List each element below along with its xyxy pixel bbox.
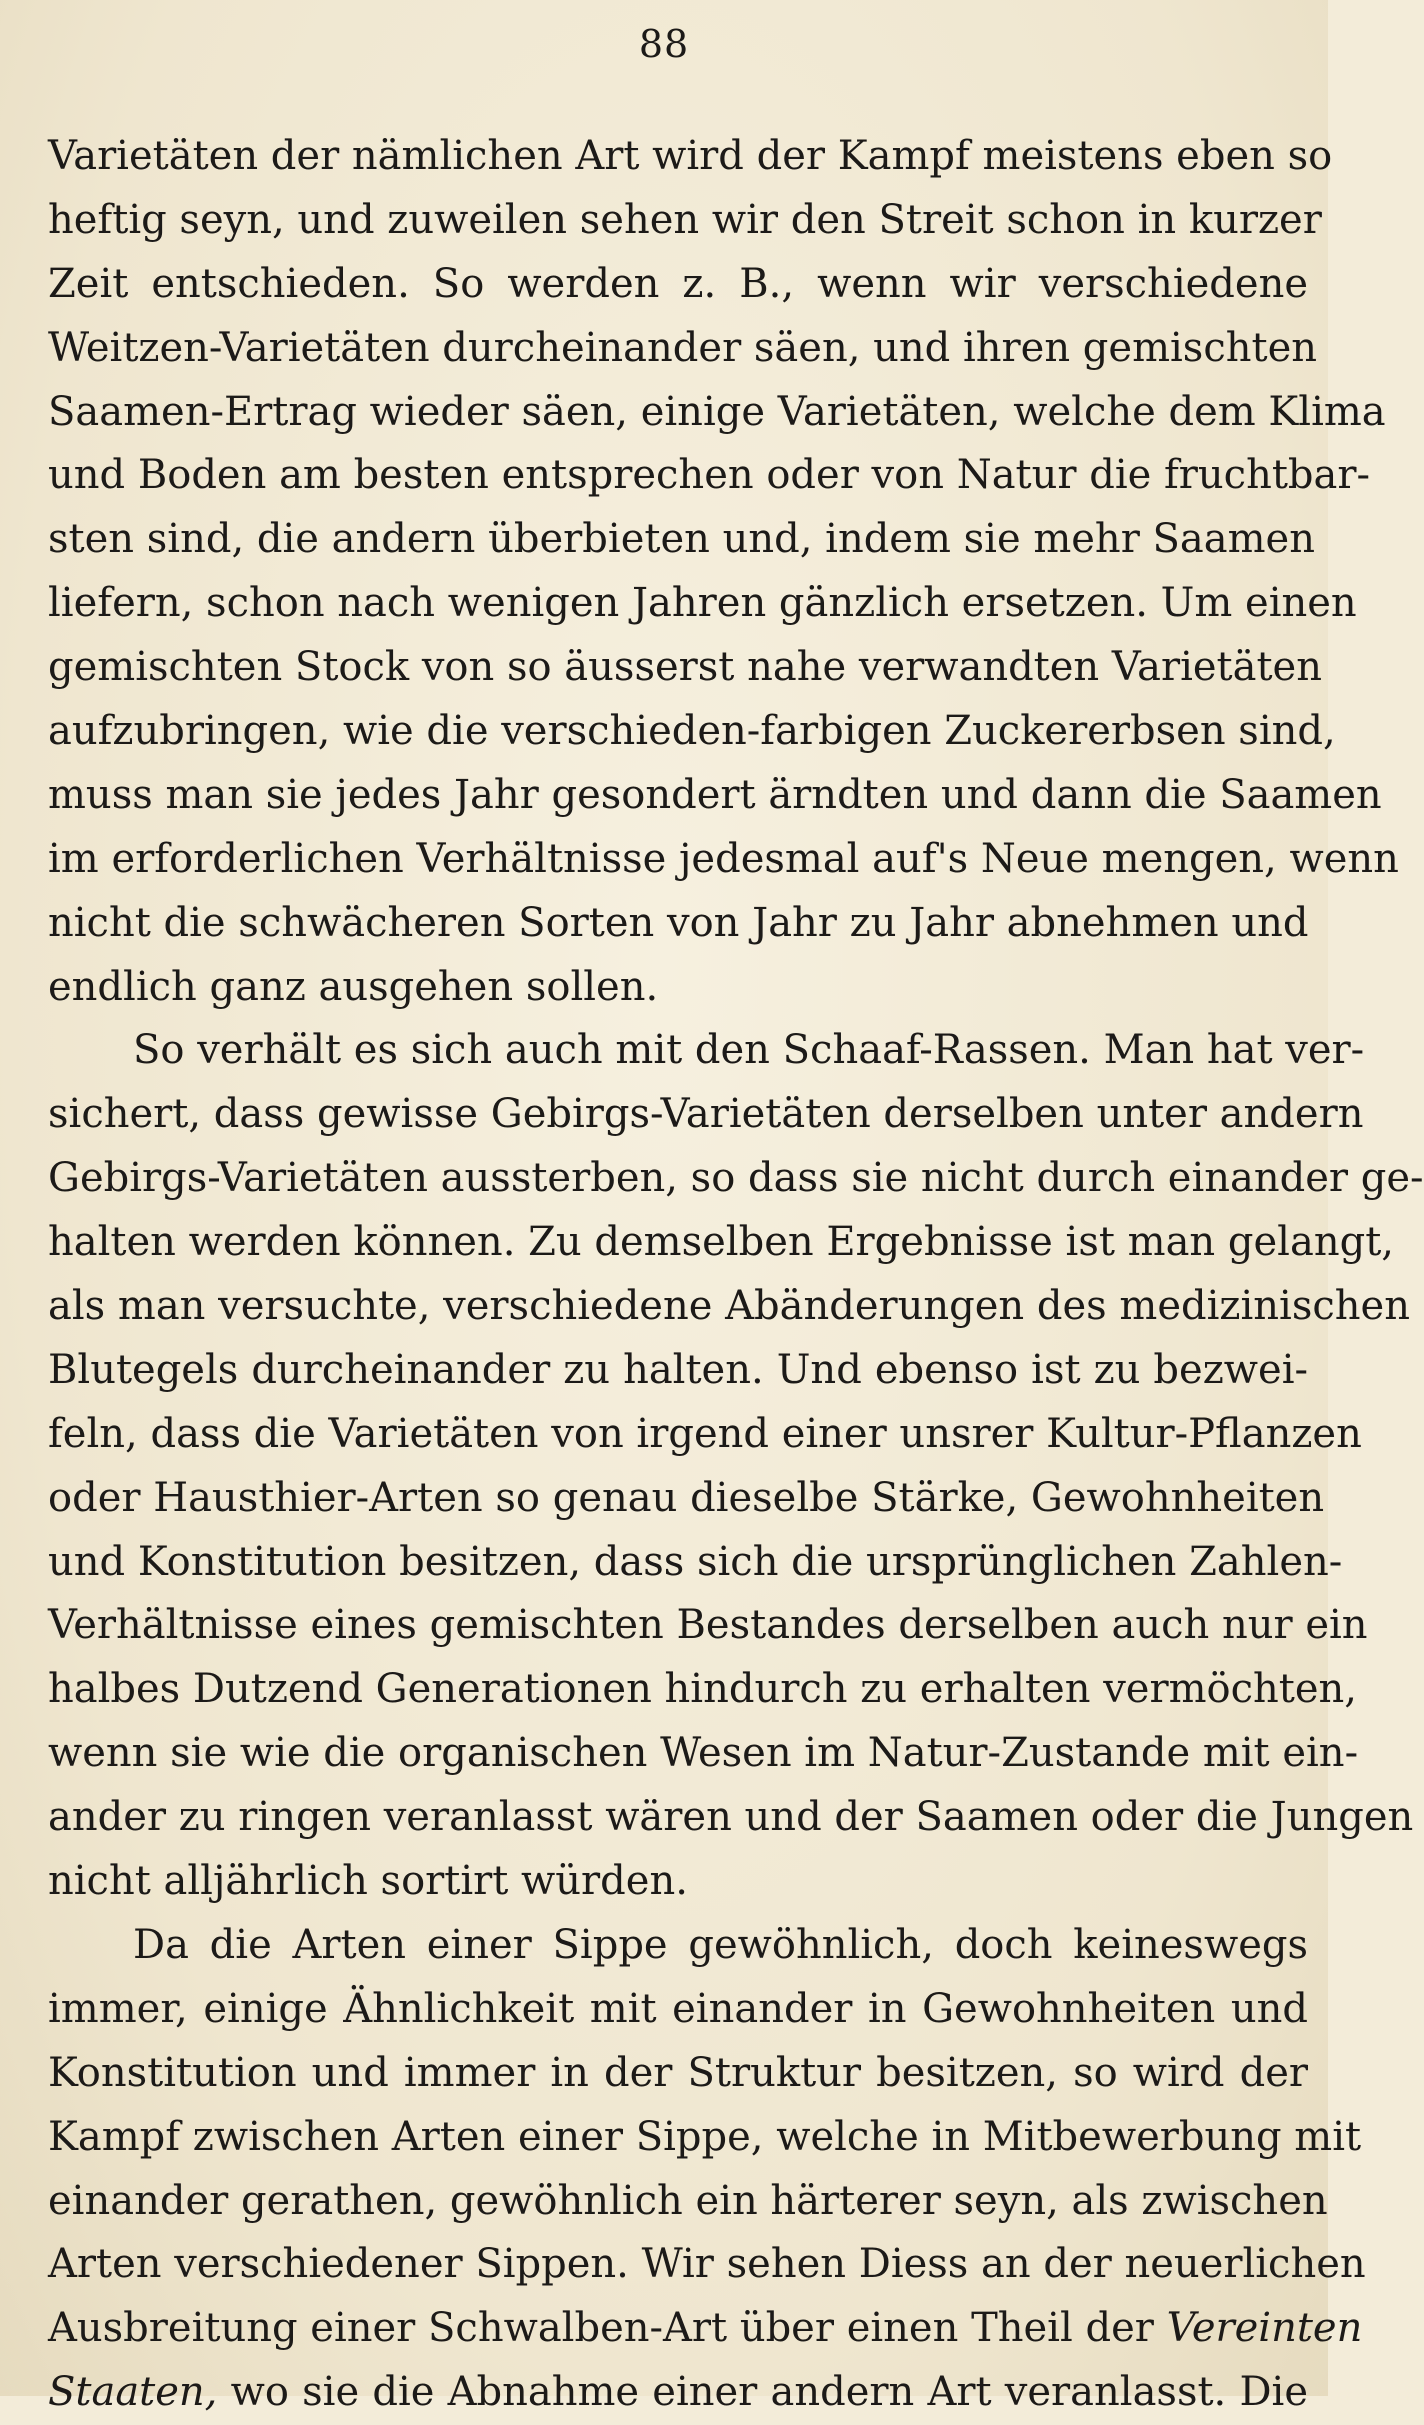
- text-line: im erforderlichen Verhältnisse jedesmal auf's Neue mengen, wenn: [48, 835, 1399, 882]
- text-line: Weitzen-Varietäten durcheinander säen, und ihren gemischten: [48, 324, 1318, 371]
- body-text: [48, 125, 1424, 2425]
- text-line: Kampf zwischen Arten einer Sippe, welche in Mitbewerbung mit: [48, 2113, 1362, 2160]
- text-line: und Boden am besten entsprechen oder von Natur die fruchtbar-: [48, 452, 1371, 499]
- text-line: ander zu ringen veranlasst wären und der Saamen oder die Jungen: [48, 1794, 1414, 1841]
- text-line: einander gerathen, gewöhnlich ein härterer seyn, als zwischen: [48, 2177, 1328, 2224]
- text-line: muss man sie jedes Jahr gesondert ärndten und dann die Saamen: [48, 771, 1382, 818]
- text-line: gemischten Stock von so äusserst nahe verwandten Varietäten: [48, 644, 1322, 691]
- text-line: halbes Dutzend Generationen hindurch zu erhalten vermöchten,: [48, 1666, 1357, 1713]
- text-line: Blutegels durcheinander zu halten. Und ebenso ist zu bezwei-: [48, 1346, 1308, 1393]
- text-line: Gebirgs-Varietäten aussterben, so dass sie nicht durch einander ge-: [48, 1155, 1424, 1202]
- text-line: sten sind, die andern überbieten und, indem sie mehr Saamen: [48, 516, 1315, 563]
- text-line: Varietäten der nämlichen Art wird der Kampf meistens eben so: [48, 133, 1333, 179]
- text-line: So verhält es sich auch mit den Schaaf-Rassen. Man hat ver-: [133, 1027, 1365, 1074]
- text-line: aufzubringen, wie die verschieden-farbigen Zuckererbsen sind,: [48, 708, 1336, 755]
- text-line: heftig seyn, und zuweilen sehen wir den Streit schon in kurzer: [48, 196, 1322, 243]
- text-line: [48, 2297, 1363, 2361]
- text-line: Konstitution und immer in der Struktur besitzen, so wird der: [48, 2049, 1308, 2096]
- page-number: 88: [638, 22, 690, 66]
- text-line: liefern, schon nach wenigen Jahren gänzlich ersetzen. Um einen: [48, 580, 1357, 627]
- emphasized-text: Vereinten: [1166, 2305, 1363, 2352]
- text-line: halten werden können. Zu demselben Ergebnisse ist man gelangt,: [48, 1219, 1394, 1266]
- text-line: [48, 2361, 1308, 2425]
- text-line: als man versuchte, verschiedene Abänderungen des medizinischen: [48, 1283, 1410, 1330]
- text-line: sichert, dass gewisse Gebirgs-Varietäten derselben unter andern: [48, 1091, 1364, 1138]
- text-line: Arten verschiedener Sippen. Wir sehen Diess an der neuerlichen: [48, 2241, 1366, 2288]
- text-run: wo sie die Abnahme einer andern Art veranlasst. Die: [217, 2369, 1308, 2416]
- text-line: Zeit entschieden. So werden z. B., wenn wir verschiedene: [48, 260, 1308, 307]
- text-line: Da die Arten einer Sippe gewöhnlich, doch keineswegs: [133, 1921, 1308, 1968]
- text-line: und Konstitution besitzen, dass sich die ursprünglichen Zahlen-: [48, 1538, 1343, 1585]
- text-run: Ausbreitung einer Schwalben-Art über einen Theil der: [48, 2305, 1154, 2352]
- text-line: nicht die schwächeren Sorten von Jahr zu Jahr abnehmen und: [48, 899, 1309, 946]
- text-line: endlich ganz ausgehen sollen.: [48, 963, 659, 1010]
- text-line: oder Hausthier-Arten so genau dieselbe Stärke, Gewohnheiten: [48, 1474, 1325, 1521]
- text-line: feln, dass die Varietäten von irgend einer unsrer Kultur-Pflanzen: [48, 1410, 1362, 1457]
- text-line: nicht alljährlich sortirt würden.: [48, 1858, 688, 1905]
- text-line: Verhältnisse eines gemischten Bestandes derselben auch nur ein: [48, 1602, 1368, 1649]
- text-line: Saamen-Ertrag wieder säen, einige Varietäten, welche dem Klima: [48, 388, 1386, 435]
- emphasized-text: Staaten,: [48, 2369, 218, 2416]
- text-line: wenn sie wie die organischen Wesen im Natur-Zustande mit ein-: [48, 1730, 1359, 1777]
- text-line: immer, einige Ähnlichkeit mit einander in Gewohnheiten und: [48, 1985, 1308, 2032]
